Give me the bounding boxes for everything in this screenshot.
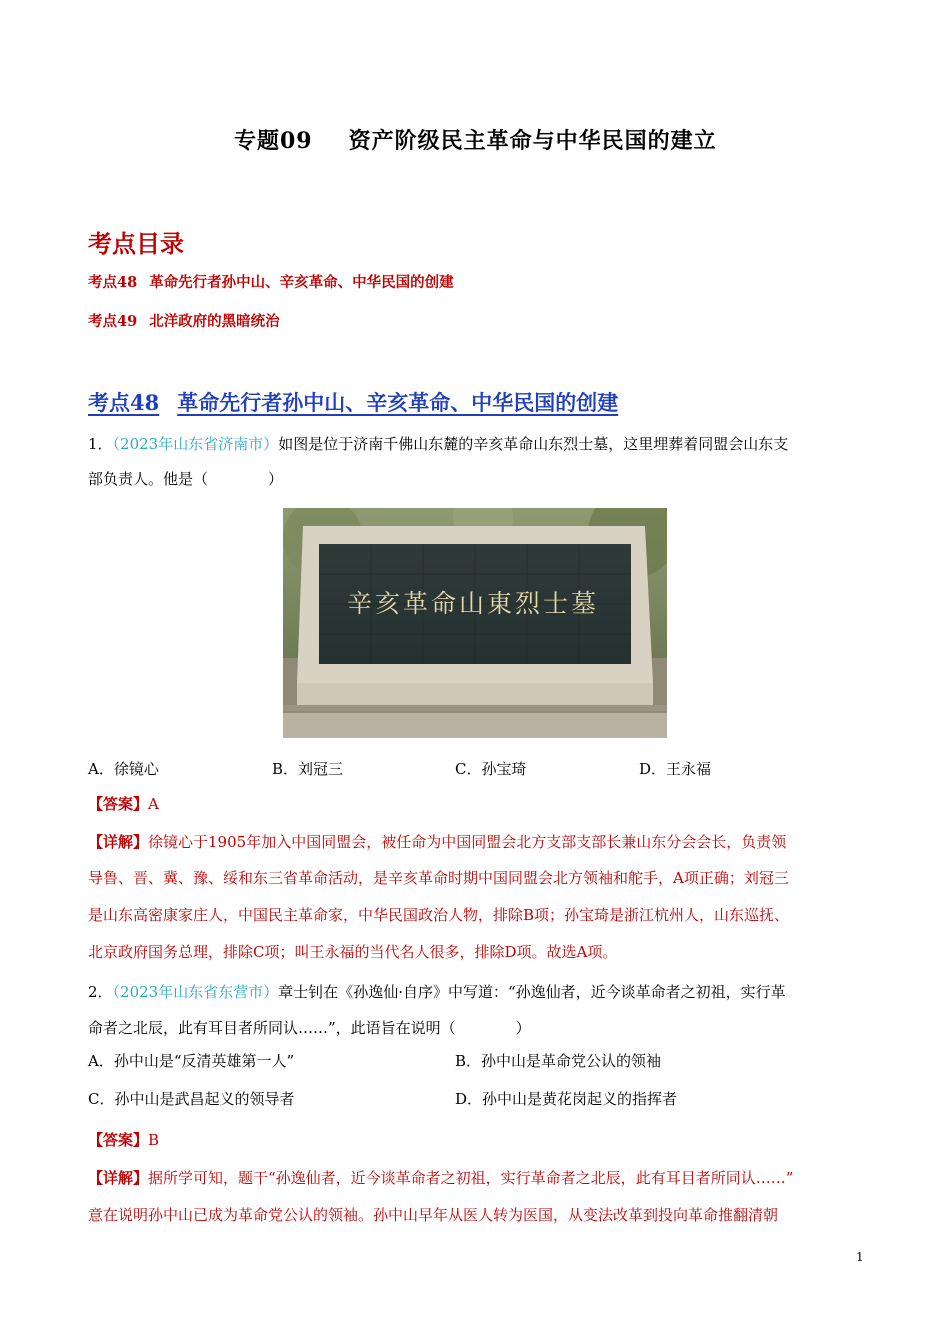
question-number: 1． xyxy=(88,435,113,453)
toc-heading: 考点目录 xyxy=(88,229,184,258)
question-stem-line: 章士钊在《孙逸仙·自序》中写道：“孙逸仙者，近今谈革命者之初祖，实行革 xyxy=(278,983,786,1001)
martyrs-tomb-photo xyxy=(283,508,667,738)
q1-answer xyxy=(88,788,868,820)
q1-explanation-line-2: 导鲁、晋、冀、豫、绥和东三省革命活动，是辛亥革命时期中国同盟会北方领袖和舵手，A项正确；刘冠三 xyxy=(88,869,789,887)
q2-answer xyxy=(88,1124,868,1156)
page-title xyxy=(0,124,950,155)
tomb-inscription: 辛亥革命山東烈士墓 xyxy=(346,589,600,618)
q2-option-b[interactable]: B．孙中山是革命党公认的领袖 xyxy=(455,1052,662,1070)
section-number: 考点48 xyxy=(88,390,160,415)
q2-explanation-line-1 xyxy=(88,1162,868,1194)
answer-label: 【答案】 xyxy=(88,795,149,813)
title-number: 专题09 xyxy=(234,128,313,154)
question-source: （2023年山东省济南市） xyxy=(112,435,279,453)
question-stem-line: 如图是位于济南千佛山东麓的辛亥革命山东烈士墓，这里埋葬着同盟会山东支 xyxy=(278,435,789,453)
q2-option-d[interactable]: D．孙中山是黄花岗起义的指挥者 xyxy=(455,1090,678,1108)
answer-label: 【答案】 xyxy=(88,1131,149,1149)
question-number: 2． xyxy=(88,983,113,1001)
q1-option-b[interactable]: B．刘冠三 xyxy=(272,760,344,778)
q1-explanation-line-4: 北京政府国务总理，排除C项；叫王永福的当代名人很多，排除D项。故选A项。 xyxy=(88,943,618,961)
toc-item-label: 革命先行者孙中山、辛亥革命、中华民国的创建 xyxy=(149,274,454,291)
answer-value: B xyxy=(148,1131,160,1149)
toc-item-49[interactable] xyxy=(88,310,280,331)
explanation-label: 【详解】 xyxy=(88,833,149,851)
q1-explanation-line-1 xyxy=(88,826,868,858)
answer-value: A xyxy=(148,795,159,813)
q1-option-d[interactable]: D．王永福 xyxy=(639,760,712,778)
explanation-text: 据所学可知，题干“孙逸仙者，近今谈革命者之初祖，实行革命者之北辰，此有耳目者所同认……” xyxy=(148,1169,794,1187)
toc-item-label: 北洋政府的黑暗统治 xyxy=(149,313,280,330)
q1-option-a[interactable]: A．徐镜心 xyxy=(88,760,159,778)
question-2-stem xyxy=(88,976,868,1008)
q2-explanation-line-2: 意在说明孙中山已成为革命党公认的领袖。孙中山早年从医人转为医国，从变法改革到投向革命推翻清朝 xyxy=(88,1206,779,1224)
explanation-text: 徐镜心于1905年加入中国同盟会，被任命为中国同盟会北方支部支部长兼山东分会会长，负责领 xyxy=(148,833,787,851)
question-1-stem xyxy=(88,428,868,460)
section-title: 革命先行者孙中山、辛亥革命、中华民国的创建 xyxy=(177,390,619,415)
martyrs-tomb-illustration xyxy=(283,508,667,738)
question-source: （2023年山东省东营市） xyxy=(112,983,279,1001)
q1-option-c[interactable]: C．孙宝琦 xyxy=(455,760,527,778)
q1-explanation-line-3: 是山东高密康家庄人，中国民主革命家，中华民国政治人物，排除B项；孙宝琦是浙江杭州人，山东巡抚、 xyxy=(88,906,790,924)
toc-item-48[interactable] xyxy=(88,271,454,292)
toc-item-number: 考点49 xyxy=(88,313,138,330)
explanation-label: 【详解】 xyxy=(88,1169,149,1187)
q2-option-c[interactable]: C．孙中山是武昌起义的领导者 xyxy=(88,1090,295,1108)
q2-option-a[interactable]: A．孙中山是“反清英雄第一人” xyxy=(88,1052,295,1070)
title-text: 资产阶级民主革命与中华民国的建立 xyxy=(348,128,717,154)
toc-item-number: 考点48 xyxy=(88,274,138,291)
page-number: 1 xyxy=(856,1250,864,1264)
question-1-stem-cont: 部负责人。他是（ ） xyxy=(88,470,284,488)
section-heading-48[interactable] xyxy=(88,387,618,417)
question-2-stem-cont: 命者之北辰，此有耳目者所同认……”，此语旨在说明（ ） xyxy=(88,1019,531,1037)
